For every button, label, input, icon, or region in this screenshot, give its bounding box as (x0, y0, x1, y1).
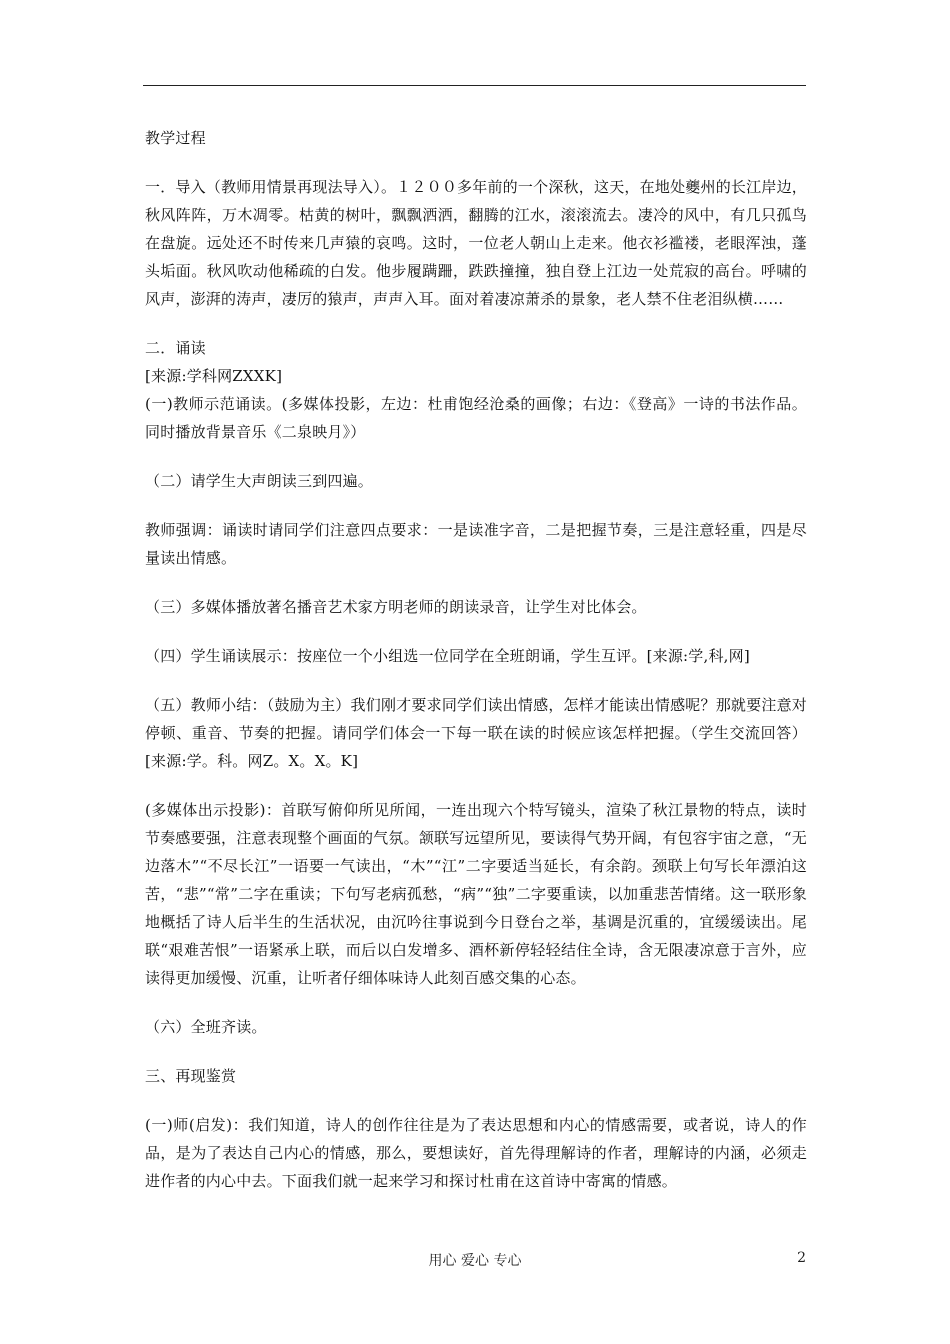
section-heading-appreciation: 三、再现鉴赏 (145, 1067, 237, 1085)
footer-motto: 用心 爱心 专心 (428, 1253, 522, 1269)
page-number: 2 (797, 1250, 806, 1266)
header-rule (143, 85, 806, 86)
section-heading-teaching-process: 教学过程 (145, 129, 206, 147)
paragraph-teacher-inspiration: (一)师(启发)：我们知道，诗人的创作往往是为了表达思想和内心的情感需要，或者说，诗人的作品，是为了表达自己内心的情感，那么，要想读好，首先得理解诗的作者，理解诗的内涵，必须走进作者的内心中去。下面我们就一起来学习和探讨杜甫在这首诗中寄寓的情感。 (145, 1116, 807, 1190)
paragraph-projection: (多媒体出示投影)：首联写俯仰所见所闻，一连出现六个特写镜头，渲染了秋江景物的特点，读时节奏感要强，注意表现整个画面的气氛。颔联写远望所见，要读得气势开阔，有包容宇宙之意，“无边落木”“不尽长江”一语要一气读出，“木”“江”二字要适当延长，有余韵。颈联上句写长年漂泊这苦，“悲”“常”二字在重读；下句写老病孤愁，“病”“独”二字要重读，以加重悲苦情绪。这一联形象地概括了诗人后半生的生活状况，由沉吟往事说到今日登台之举，基调是沉重的，宜缓缓读出。尾联“艰难苦恨”一语紧承上联，而后以白发增多、酒杯新停轻轻结住全诗，含无限凄凉意于言外，应读得更加缓慢、沉重，让听者仔细体味诗人此刻百感交集的心态。 (145, 801, 807, 987)
document-body (145, 124, 807, 1216)
section-heading-recitation: 二．诵读 (145, 339, 206, 357)
paragraph-class-reading: （六）全班齐读。 (145, 1018, 267, 1036)
paragraph-teacher-demo: (一)教师示范诵读。(多媒体投影，左边：杜甫饱经沧桑的画像；右边：《登高》一诗的书法作品。同时播放背景音乐《二泉映月》） (145, 395, 807, 441)
paragraph-student-reading: （二）请学生大声朗读三到四遍。 (145, 472, 374, 490)
paragraph-introduction: 一．导入（教师用情景再现法导入）。１２００多年前的一个深秋，这天，在地处夔州的长江岸边，秋风阵阵，万木凋零。枯黄的树叶，飘飘洒洒，翻腾的江水，滚滚流去。凄冷的风中，有几只孤鸟在盘旋。远处还不时传来几声猿的哀鸣。这时，一位老人朝山上走来。他衣衫褴褛，老眼浑浊，蓬头垢面。秋风吹动他稀疏的白发。他步履蹒跚，跌跌撞撞，独自登上江边一处荒寂的高台。呼啸的风声，澎湃的涛声，凄厉的猿声，声声入耳。面对着凄凉萧杀的景象，老人禁不住老泪纵横…… (145, 178, 807, 308)
source-note: [来源:学科网ZXXK] (145, 367, 283, 385)
paragraph-teacher-emphasis: 教师强调：诵读时请同学们注意四点要求：一是读准字音，二是把握节奏，三是注意轻重，四是尽量读出情感。 (145, 521, 807, 567)
paragraph-teacher-summary: （五）教师小结：（鼓励为主）我们刚才要求同学们读出情感，怎样才能读出情感呢？那就要注意对停顿、重音、节奏的把握。请同学们体会一下每一联在读的时候应该怎样把握。（学生交流回答）[来源:学。科。网Z。X。X。K] (145, 696, 807, 770)
paragraph-recording: （三）多媒体播放著名播音艺术家方明老师的朗读录音，让学生对比体会。 (145, 598, 647, 616)
paragraph-student-showcase: （四）学生诵读展示：按座位一个小组选一位同学在全班朗诵，学生互评。[来源:学,科,网] (145, 647, 750, 665)
